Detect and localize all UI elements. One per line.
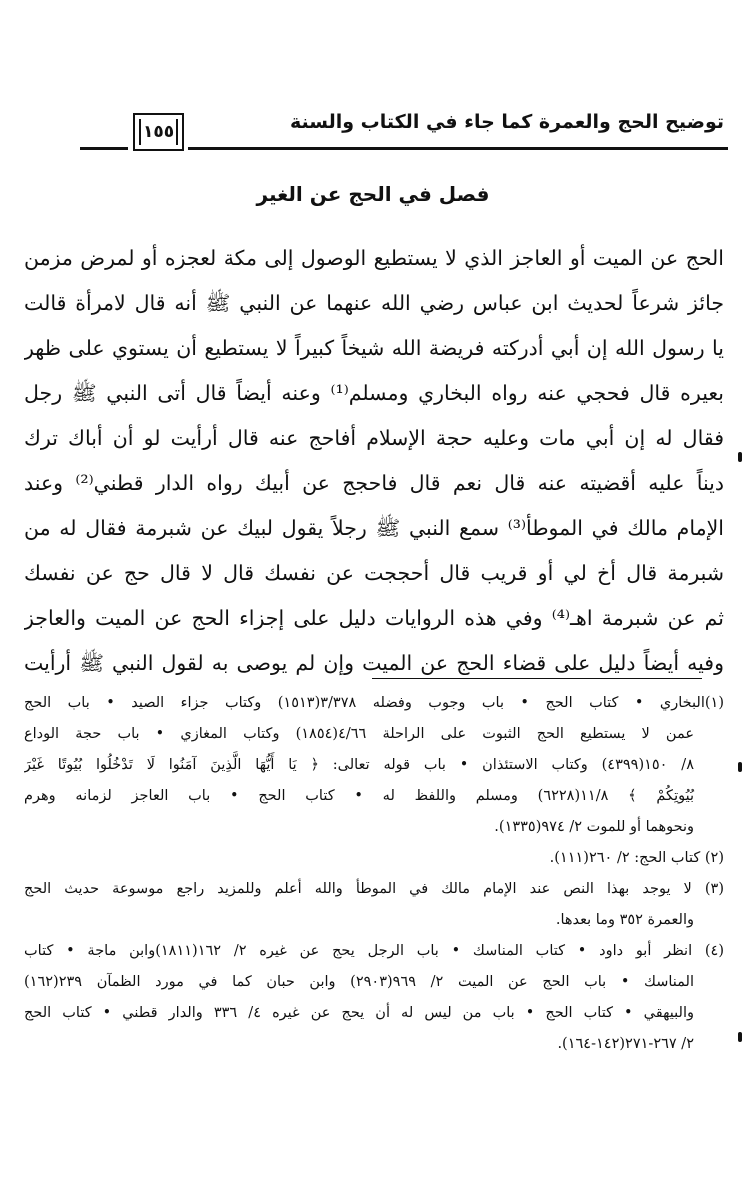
- body-line: فقال له إن أبي مات وعليه حجة الإسلام أفاحج عنه قال أرأيت لو أن أباك ترك: [24, 426, 724, 450]
- footnote-separator: [372, 678, 702, 679]
- footnote-line: ٢/ ٢٦٧-٢٧١(١٤٢-١٦٤).: [557, 1036, 694, 1052]
- body-line: ثم عن شبرمة اهـ⁽⁴⁾ وفي هذه الروايات دليل على إجزاء الحج عن الميت والعاجز: [24, 606, 724, 630]
- body-line: الحج عن الميت أو العاجز الذي لا يستطيع الوصول إلى مكة لعجزه أو لمرض مزمن: [24, 246, 724, 270]
- footnote-line: والبيهقي • كتاب الحج • باب من ليس له أن يحج عن غيره ٤/ ٣٣٦ والدار قطني • كتاب الحج: [24, 1005, 694, 1021]
- body-line: الإمام مالك في الموطأ⁽³⁾ سمع النبي ﷺ رجلاً يقول لبيك عن شبرمة فقال له من: [24, 516, 724, 540]
- footnote-line: بُيُوتِكُمْ ﴾ ١١/٨(٦٢٢٨) ومسلم واللفظ له • كتاب الحج • باب العاجز لزمانه وهرم: [24, 788, 695, 804]
- body-line: ديناً عليه أقضيته عنه قال نعم قال فاحجج عن أبيك رواه الدار قطني⁽²⁾ وعند: [24, 471, 724, 495]
- section-title: فصل في الحج عن الغير: [256, 182, 490, 206]
- footnote-line: المناسك • باب الحج عن الميت ٢/ ٩٦٩(٢٩٠٣) وابن حبان كما في مورد الظمآن ٢٣٩(١٦٢): [24, 974, 695, 990]
- body-line: وفيه أيضاً دليل على قضاء الحج عن الميت وإن لم يوصى به لقول النبي ﷺ أرأيت: [24, 651, 724, 675]
- body-line: جائز شرعاً لحديث ابن عباس رضي الله عنهما عن النبي ﷺ أنه قال لامرأة قالت: [24, 291, 724, 315]
- footnote-line: ونحوهما أو للموت ٢/ ٩٧٤(١٣٣٥).: [494, 819, 694, 835]
- footnote-line: (١)البخاري • كتاب الحج • باب وجوب وفضله ٣/٣٧٨(١٥١٣) وكتاب جزاء الصيد • باب الحج: [24, 695, 724, 711]
- header-left-rule: [80, 147, 128, 150]
- body-line: شبرمة قال أخ لي أو قريب قال أحججت عن نفسك قال لا قال حج عن نفسك: [24, 561, 724, 585]
- footnote-line: والعمرة ٣٥٢ وما بعدها.: [555, 912, 694, 928]
- footnote-line: ٨/ ١٥٠(٤٣٩٩) وكتاب الاستئذان • باب قوله تعالى: ﴿ يَا أَيُّهَا الَّذِينَ آمَنُوا لَا تَدْخُلُوا بُيُوتًا غَيْرَ: [24, 757, 694, 773]
- footnote-line: عمن لا يستطيع الحج الثبوت على الراحلة ٤/٦٦(١٨٥٤) وكتاب المغازي • باب حجة الوداع: [24, 726, 695, 742]
- footnote-line: (٢) كتاب الحج: ٢/ ٢٦٠(١١١).: [549, 850, 724, 866]
- page-number: ١٥٥: [139, 119, 178, 145]
- body-line: يا رسول الله إن أبي أدركته فريضة الله شيخاً كبيراً لا يستطيع أن يستوي على ظهر: [24, 336, 724, 360]
- margin-mark: [738, 762, 742, 772]
- margin-mark: [738, 1032, 742, 1042]
- header-rule: [188, 147, 728, 150]
- page-number-box: [133, 113, 184, 151]
- margin-mark: [738, 452, 742, 462]
- footnotes: [24, 688, 724, 1060]
- footnote-line: (٣) لا يوجد بهذا النص عند الإمام مالك في الموطأ والله أعلم وللمزيد راجع موسوعة حديث الحج: [24, 881, 724, 897]
- body-text: [24, 236, 724, 686]
- running-header-title: توضيح الحج والعمرة كما جاء في الكتاب والسنة: [289, 111, 724, 133]
- footnote-line: (٤) انظر أبو داود • كتاب المناسك • باب الرجل يحج عن غيره ٢/ ١٦٢(١٨١١)وابن ماجة • كتاب: [24, 943, 724, 959]
- body-line: بعيره قال فحجي عنه رواه البخاري ومسلم⁽¹⁾ وعنه أيضاً قال أتى النبي ﷺ رجل: [24, 381, 724, 405]
